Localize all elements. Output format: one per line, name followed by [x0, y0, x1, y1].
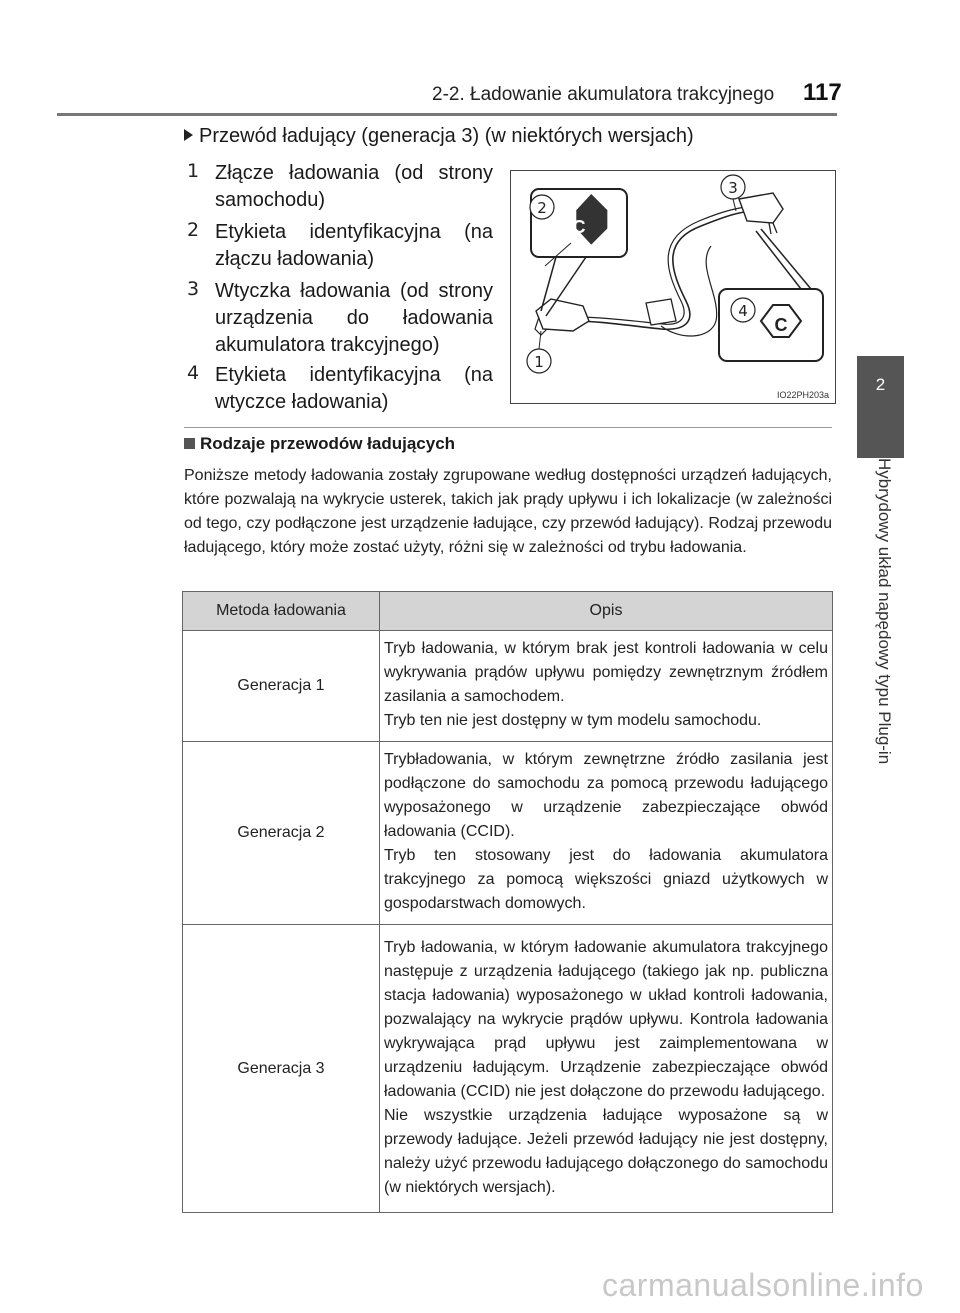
section-paragraph: Poniższe metody ładowania zostały zgrupowane według dostępności urządzeń ładujących, które pozwalają na wykrycie usterek, takich jak prądy upływu i ich lokalizacje (w zależności od tego, czy podłączone jest urządzenie ładujące, czy przewód ładujący). Rodzaj przewodu ładującego, który może zostać użyty, różni się w zależności od trybu ładowania. [184, 467, 832, 556]
label-c-text: C [572, 217, 586, 237]
column-header: Metoda ładowania [183, 592, 380, 631]
page-number: 117 [803, 79, 842, 106]
description-cell: Tryb ładowania, w którym ładowanie akumulatora trakcyjnego następuje z urządzenia ładującego (takiego jak np. publiczna stacja ładowania) wyposażonego w układ kontroli ładowania, pozwalający na wykrycie prądów upływu. Kontrola ładowania wykrywająca prąd upływu jest zaimplementowana w urządzeniu ładującym. Urządzenie zabezpieczające obwód ładowania (CCID) nie jest dołączone do przewodu ładującego. Nie wszystkie urządzenia ładujące wyposażone są w przewody ładujące. Jeżeli przewód ładujący nie jest dostępny, należy użyć przewodu ładującego dołączonego do samochodu (w niektórych wersjach). [380, 925, 833, 1213]
item-text: Etykieta identyfikacyjna (na wtyczce ładowania) [215, 364, 493, 413]
item-number: 3 [187, 278, 200, 300]
label-c-text: C [774, 315, 788, 335]
section-title: Rodzaje przewodów ładujących [200, 434, 456, 453]
callout-number: 3 [728, 179, 738, 197]
item-text: Wtyczka ładowania (od strony urządzenia do ładowania akumulatora trakcyjnego) [215, 280, 493, 356]
callout-number: 4 [738, 302, 748, 320]
item-number: 4 [187, 362, 200, 384]
column-header: Opis [380, 592, 833, 631]
item-text: Złącze ładowania (od strony samochodu) [215, 162, 493, 211]
triangle-bullet-icon [184, 129, 193, 141]
table-header-row [183, 592, 833, 631]
method-cell: Generacja 3 [183, 925, 380, 1213]
header-divider [57, 113, 837, 116]
item-number: 1 [187, 160, 200, 182]
method-cell: Generacja 2 [183, 742, 380, 925]
chapter-title: Hybrydowy układ napędowy typu Plug-in [875, 458, 894, 765]
intro-heading [184, 125, 694, 148]
charging-methods-table [182, 591, 833, 1213]
method-cell: Generacja 1 [183, 631, 380, 742]
description-cell: Trybładowania, w którym zewnętrzne źródło zasilania jest podłączone do samochodu za pomocą przewodu ładującego wyposażonego w urządzenie zabezpieczające obwód ładowania (CCID). Tryb ten stosowany jest do ładowania akumulatora trakcyjnego za pomocą większości gniazd użytkowych w gospodarstwach domowych. [380, 742, 833, 925]
chapter-tab [857, 356, 904, 458]
charging-cable-illustration [510, 170, 836, 404]
running-header-title: 2-2. Ładowanie akumulatora trakcyjnego [432, 84, 775, 105]
table-row [183, 925, 833, 1213]
chapter-number: 2 [875, 375, 886, 394]
table-row [183, 742, 833, 925]
description-cell: Tryb ładowania, w którym brak jest kontroli ładowania w celu wykrywania prądów upływu pomiędzy zewnętrznym źródłem zasilania a samochodem. Tryb ten nie jest dostępny w tym modelu samochodu. [380, 631, 833, 742]
intro-text: Przewód ładujący (generacja 3) (w niektórych wersjach) [199, 125, 694, 147]
item-number: 2 [187, 219, 200, 241]
square-bullet-icon [184, 438, 195, 449]
section-divider [184, 427, 832, 428]
item-text: Etykieta identyfikacyjna (na złączu ładowania) [215, 221, 493, 270]
callout-number: 2 [537, 199, 547, 217]
table-row [183, 631, 833, 742]
section-heading [184, 434, 455, 454]
figure-code: IO22PH203a [776, 390, 829, 400]
watermark: carmanualsonline.info [602, 1267, 924, 1303]
charging-cable-drawing [511, 171, 835, 403]
callout-number: 1 [534, 353, 544, 371]
